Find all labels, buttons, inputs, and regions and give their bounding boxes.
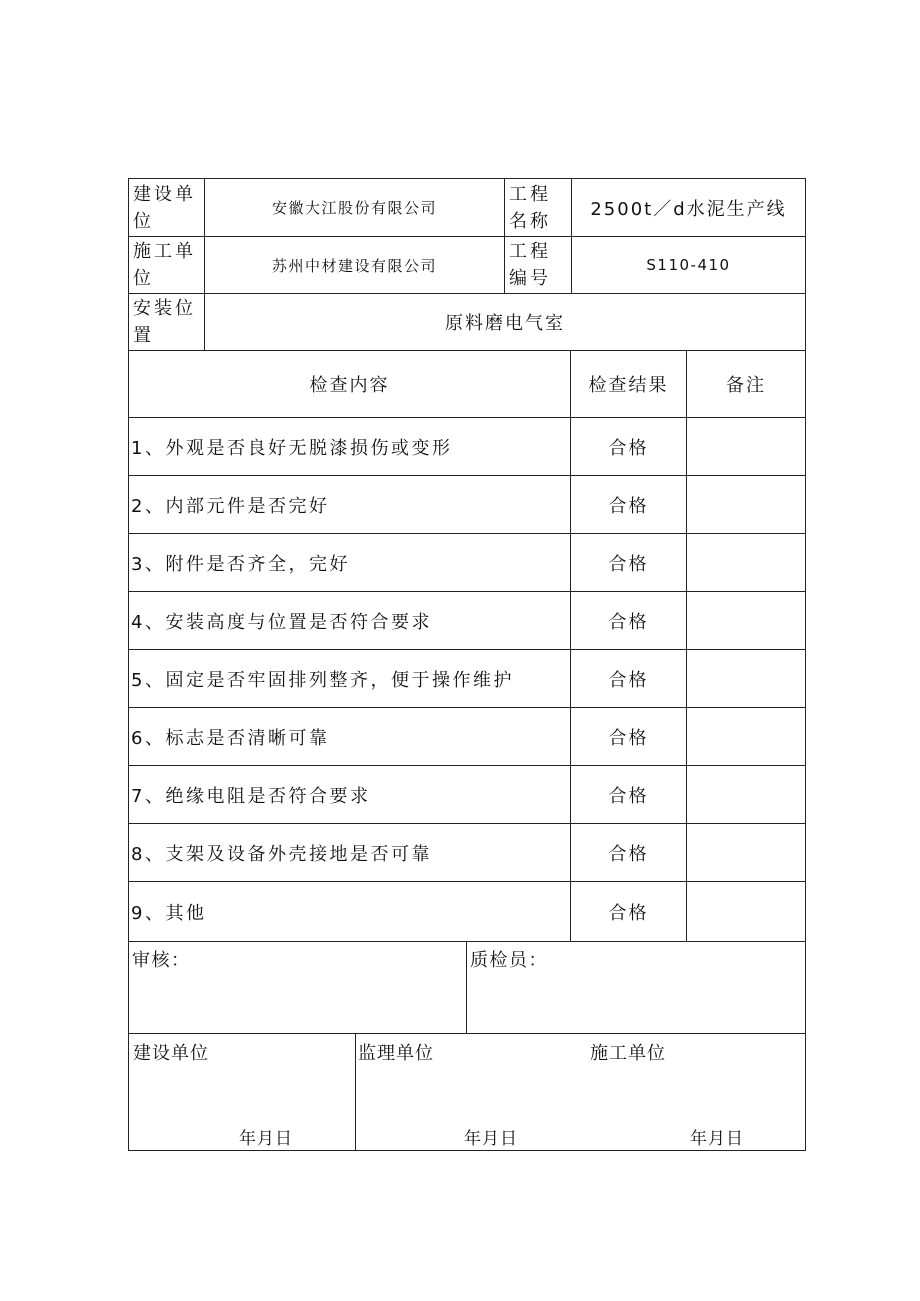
build-unit-value: 安徽大江股份有限公司 [204, 178, 505, 237]
table-row-result: 合格 [570, 475, 687, 534]
table-row-result: 合格 [570, 591, 687, 650]
table-row-item: 2、内部元件是否完好 [128, 475, 571, 534]
build-unit-label: 建设单位 [128, 178, 205, 237]
table-row-remark [686, 591, 806, 650]
construct-unit-sign-label: 施工单位 [590, 1043, 666, 1064]
table-row-result: 合格 [570, 765, 687, 824]
col-remark-header: 备注 [686, 350, 806, 418]
location-label: 安装位置 [128, 293, 205, 351]
project-no-value: S110-410 [571, 236, 806, 294]
inspector-cell [466, 941, 806, 1034]
location-value: 原料磨电气室 [204, 293, 806, 351]
col-result-header: 检查结果 [570, 350, 687, 418]
project-name-value: 2500t／d水泥生产线 [571, 178, 806, 237]
inspection-form [128, 178, 806, 1151]
supervision-unit-date: 年月日 [464, 1129, 518, 1149]
table-row-remark [686, 475, 806, 534]
construct-unit-date: 年月日 [690, 1129, 744, 1149]
table-row-remark [686, 649, 806, 708]
table-row-result: 合格 [570, 881, 687, 942]
table-row-remark [686, 417, 806, 476]
table-row-item: 9、其他 [128, 881, 571, 942]
table-row-item: 3、附件是否齐全，完好 [128, 533, 571, 592]
table-row-item: 4、安装高度与位置是否符合要求 [128, 591, 571, 650]
table-row-result: 合格 [570, 707, 687, 766]
build-unit-sign-label: 建设单位 [133, 1043, 209, 1064]
table-row-result: 合格 [570, 823, 687, 882]
build-unit-date: 年月日 [239, 1129, 293, 1149]
construct-unit-value: 苏州中材建设有限公司 [204, 236, 505, 294]
build-unit-sign-cell [128, 1033, 356, 1151]
reviewer-cell [128, 941, 467, 1034]
col-content-header: 检查内容 [128, 350, 571, 418]
inspector-label: 质检员： [470, 950, 548, 971]
table-row-remark [686, 765, 806, 824]
supervision-construct-sign-cell [355, 1033, 806, 1151]
project-no-label: 工程编号 [504, 236, 572, 294]
table-row-remark [686, 823, 806, 882]
table-row-result: 合格 [570, 417, 687, 476]
table-row-remark [686, 707, 806, 766]
table-row-item: 7、绝缘电阻是否符合要求 [128, 765, 571, 824]
reviewer-label: 审核： [132, 950, 191, 971]
table-row-item: 5、固定是否牢固排列整齐，便于操作维护 [128, 649, 571, 708]
project-name-label: 工程名称 [504, 178, 572, 237]
table-row-remark [686, 533, 806, 592]
table-row-remark [686, 881, 806, 942]
supervision-unit-sign-label: 监理单位 [358, 1043, 434, 1064]
table-row-item: 8、支架及设备外壳接地是否可靠 [128, 823, 571, 882]
table-row-result: 合格 [570, 533, 687, 592]
construct-unit-label: 施工单位 [128, 236, 205, 294]
table-row-item: 1、外观是否良好无脱漆损伤或变形 [128, 417, 571, 476]
table-row-result: 合格 [570, 649, 687, 708]
table-row-item: 6、标志是否清晰可靠 [128, 707, 571, 766]
